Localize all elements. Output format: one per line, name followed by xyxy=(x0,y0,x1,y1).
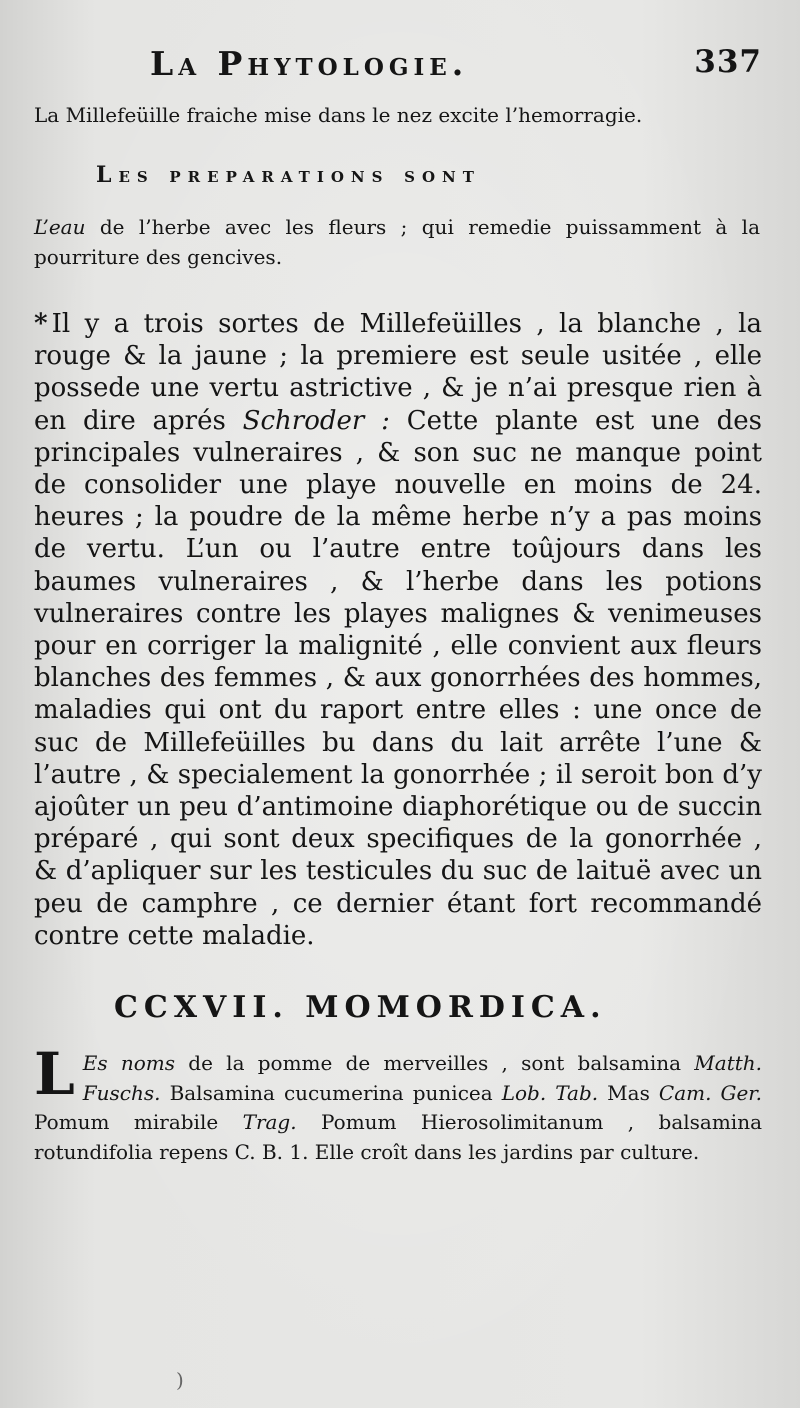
preparations-heading: Les preparations sont xyxy=(96,162,481,188)
top-note: La Millefeüille fraiche mise dans le nez excite l’hemorragie. xyxy=(34,103,643,127)
chapter-lead: Es noms xyxy=(82,1051,176,1076)
preparations-text xyxy=(34,212,760,272)
chapter-title: CCXVII. MOMORDICA. xyxy=(114,990,607,1026)
chapter-text-3: Mas xyxy=(607,1080,650,1105)
footer-mark: ) xyxy=(176,1368,184,1392)
chapter-paragraph xyxy=(34,1040,763,1167)
chapter-body xyxy=(34,1040,763,1167)
author-reference: Schroder : xyxy=(242,405,390,436)
main-paragraph-part-1: Il y a trois sortes de Millefeüilles , la blanche , la rouge & la jaune ; la premiere est seule usitée , elle possede une vertu astrictive , & je n’ai presque rien à en dire aprés xyxy=(34,309,762,436)
drop-cap-letter: L xyxy=(34,1040,75,1109)
chapter-text-2: Balsamina cucumerina punicea xyxy=(169,1080,493,1105)
citation-2: Lob. Tab. xyxy=(501,1080,599,1105)
main-paragraph xyxy=(34,308,762,952)
running-title: La Phytologie. xyxy=(150,44,469,83)
preparations-lead: L’eau xyxy=(34,215,86,239)
citation-3: Cam. Ger. xyxy=(658,1080,763,1105)
asterisk-mark: * xyxy=(34,309,48,339)
chapter-text-1: de la pomme de merveilles , sont balsamina xyxy=(188,1051,682,1076)
page-header xyxy=(34,44,762,100)
page-number: 337 xyxy=(694,44,762,80)
citation-4: Trag. xyxy=(242,1110,297,1135)
chapter-text-4: Pomum mirabile xyxy=(34,1110,219,1135)
main-paragraph-part-2: Cette plante est une des principales vulneraires , & son suc ne manque point de consolider une playe nouvelle en moins de 24. heures ; la poudre de la même herbe n’y a pas moins de vertu. L’un ou l’autre entre toûjours dans les baumes vulneraires , & l’herbe dans les potions vulneraires contre les playes malignes & venimeuses pour en corriger la malignité , elle convient aux fleurs blanches des femmes , & aux gonorrhées des hommes, maladies qui ont du raport entre elles : une once de suc de Millefeüilles bu dans du lait arrête l’une & l’autre , & specialement la gonorrhée ; il seroit bon d’y ajoûter un peu d’antimoine diaphorétique ou de succin préparé , qui sont deux specifiques de la gonorrhée , & d’apliquer sur les testicules du suc de laituë avec un peu de camphre , ce dernier étant fort recommandé contre cette maladie. xyxy=(34,405,763,951)
citation-1: Matth. Fuschs. xyxy=(82,1051,763,1105)
chapter-text-5: Pomum Hierosolimitanum , balsamina rotundifolia repens C. B. 1. Elle croît dans les jardins par culture. xyxy=(34,1110,763,1164)
preparations-rest: de l’herbe avec les fleurs ; qui remedie puissamment à la pourriture des gencives. xyxy=(34,215,761,269)
